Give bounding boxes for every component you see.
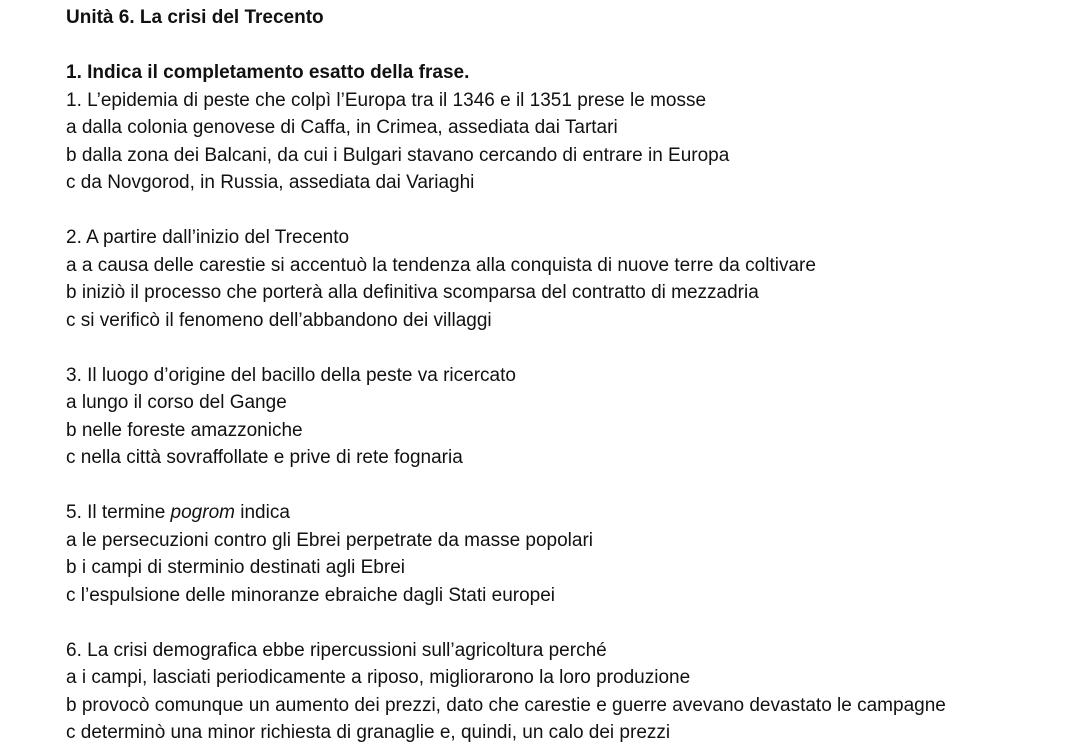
answer-option: c l’espulsione delle minoranze ebraiche dagli Stati europei [66, 584, 556, 606]
spacer [66, 609, 1079, 637]
answer-option: c da Novgorod, in Russia, assediata dai Variaghi [66, 172, 475, 193]
answer-option: b nelle foreste amazzoniche [66, 419, 303, 441]
answer-option: a a causa delle carestie si accentuò la tendenza alla conquista di nuove terre da coltivare [66, 254, 816, 276]
question-stem: 6. La crisi demografica ebbe ripercussioni sull’agricoltura perché [66, 639, 607, 661]
answer-option: b provocò comunque un aumento dei prezzi, dato che carestie e guerre avevano devastato le campagne [66, 694, 946, 716]
answer-option: a dalla colonia genovese di Caffa, in Crimea, assediata dai Tartari [66, 117, 618, 138]
question-stem: 2. A partire dall’inizio del Trecento [66, 227, 350, 248]
spacer [66, 334, 1079, 362]
question-block [66, 499, 1079, 609]
answer-option: c si verificò il fenomeno dell’abbandono dei villaggi [66, 309, 492, 331]
answer-option: b dalla zona dei Balcani, da cui i Bulgari stavano cercando di entrare in Europa [66, 144, 730, 166]
stem-suffix: indica [234, 502, 290, 523]
exercise-title: 1. Indica il completamento esatto della frase. [66, 62, 470, 83]
question-stem: 1. L’epidemia di peste che colpì l’Europa tra il 1346 e il 1351 prese le mosse [66, 89, 707, 111]
answer-option: a i campi, lasciati periodicamente a riposo, migliorarono la loro produzione [66, 667, 691, 688]
question-block [66, 87, 1079, 197]
question-block [66, 362, 1079, 472]
unit-title: Unità 6. La crisi del Trecento [66, 7, 324, 28]
document-page [66, 4, 1079, 747]
question-block [66, 637, 1079, 747]
answer-option: a le persecuzioni contro gli Ebrei perpetrate da masse popolari [66, 529, 594, 551]
answer-option: a lungo il corso del Gange [66, 392, 287, 413]
question-stem: 3. Il luogo d’origine del bacillo della peste va ricercato [66, 364, 516, 386]
answer-option: b i campi di sterminio destinati agli Ebrei [66, 557, 405, 578]
question-block [66, 224, 1079, 334]
answer-option: c nella città sovraffollate e prive di rete fognaria [66, 447, 463, 468]
spacer [66, 32, 1079, 60]
stem-prefix: 5. Il termine [66, 502, 171, 523]
stem-italic-term: pogrom [170, 502, 235, 523]
question-stem [66, 499, 1079, 527]
spacer [66, 197, 1079, 225]
spacer [66, 472, 1079, 500]
answer-option: c determinò una minor richiesta di granaglie e, quindi, un calo dei prezzi [66, 722, 671, 743]
answer-option: b iniziò il processo che porterà alla definitiva scomparsa del contratto di mezzadria [66, 282, 759, 303]
